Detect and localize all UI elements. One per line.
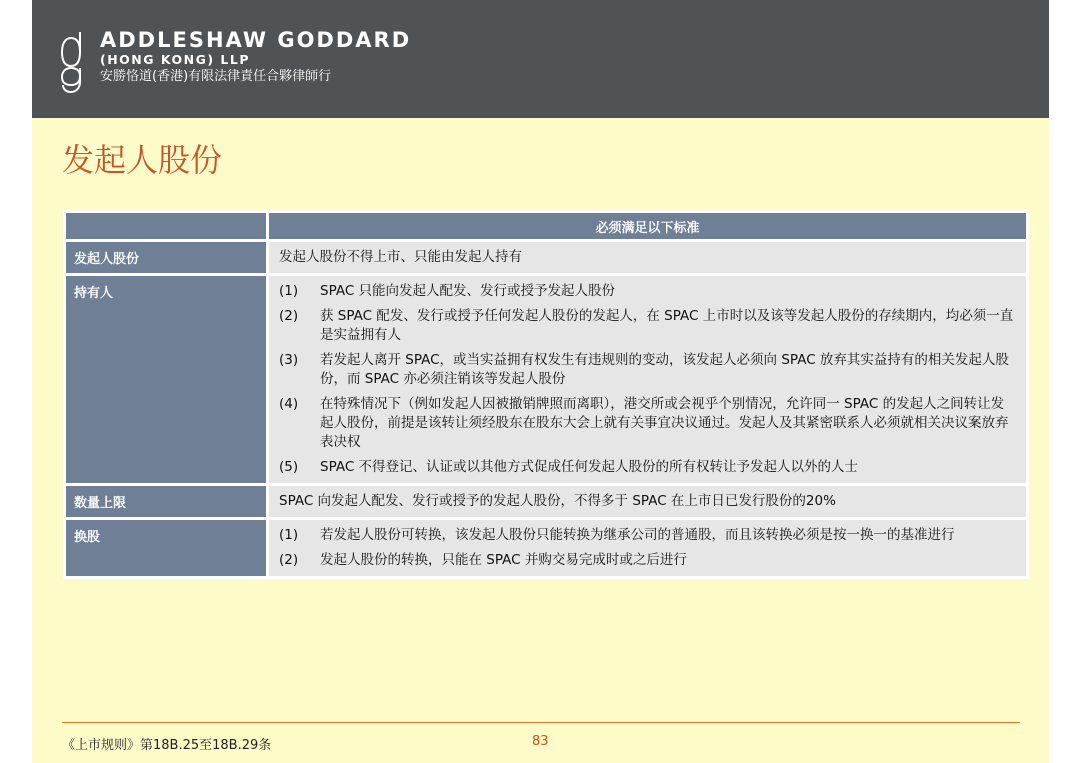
row-label: 数量上限 (65, 485, 268, 519)
item-text: 若发起人股份可转换，该发起人股份只能转换为继承公司的普通股，而且该转换必须是按一换一的基准进行 (320, 527, 955, 543)
header-band (32, 0, 1049, 118)
ag-logo-icon (58, 24, 86, 94)
criteria-list (279, 282, 1016, 477)
list-item (279, 351, 1016, 389)
list-item (279, 551, 1016, 570)
table-row (65, 519, 1028, 578)
criteria-list (279, 526, 1016, 570)
item-text: SPAC 不得登记、认证或以其他方式促成任何发起人股份的所有权转让予发起人以外的人士 (320, 459, 859, 475)
item-number: (1) (279, 527, 299, 543)
list-item (279, 458, 1016, 477)
item-number: (5) (279, 459, 299, 475)
item-text: 获 SPAC 配发、发行或授予任何发起人股份的发起人，在 SPAC 上市时以及该等发起人股份的存续期内，均必须一直是实益拥有人 (320, 308, 1014, 343)
item-number: (4) (279, 396, 299, 412)
table-header-row (65, 212, 1028, 241)
table-row (65, 485, 1028, 519)
item-text: 若发起人离开 SPAC，或当实益拥有权发生有违规则的变动，该发起人必须向 SPAC 放弃其实益持有的相关发起人股份，而 SPAC 亦必须注销该等发起人股份 (320, 352, 1009, 387)
row-list-cell (268, 275, 1028, 485)
list-item (279, 526, 1016, 545)
page-number: 83 (532, 734, 549, 749)
criteria-table (63, 210, 1029, 579)
firm-name: ADDLESHAW GODDARD (100, 28, 412, 52)
footer-reference: 《上市规则》第18B.25至18B.29条 (62, 738, 272, 753)
header-criteria-cell: 必须满足以下标准 (268, 212, 1028, 241)
row-label: 发起人股份 (65, 241, 268, 275)
list-item (279, 282, 1016, 301)
page-title: 发起人股份 (62, 141, 223, 179)
item-text: SPAC 只能向发起人配发、发行或授予发起人股份 (320, 283, 616, 299)
row-text: 发起人股份不得上市、只能由发起人持有 (268, 241, 1028, 275)
table-row (65, 275, 1028, 485)
item-text: 在特殊情况下（例如发起人因被撤销牌照而离职），港交所或会视乎个别情况，允许同一 SPAC 的发起人之间转让发起人股份，前提是该转让须经股东在股东大会上就有关事宜决议通过。发起人及其紧密联系人必须就相关决议案放弃表决权 (320, 396, 1009, 450)
footer-divider (62, 722, 1020, 723)
row-label: 持有人 (65, 275, 268, 485)
table-row (65, 241, 1028, 275)
item-number: (1) (279, 283, 299, 299)
header-blank-cell (65, 212, 268, 241)
row-list-cell (268, 519, 1028, 578)
row-label: 换股 (65, 519, 268, 578)
item-number: (2) (279, 552, 299, 568)
item-text: 发起人股份的转换，只能在 SPAC 并购交易完成时或之后进行 (320, 552, 687, 568)
row-text: SPAC 向发起人配发、发行或授予的发起人股份，不得多于 SPAC 在上市日已发行股份的20% (268, 485, 1028, 519)
list-item (279, 395, 1016, 452)
list-item (279, 307, 1016, 345)
firm-subtitle: (HONG KONG) LLP (100, 52, 251, 67)
item-number: (2) (279, 308, 299, 324)
firm-chinese-name: 安勝恪道(香港)有限法律責任合夥律師行 (100, 69, 332, 84)
slide (32, 0, 1049, 763)
item-number: (3) (279, 352, 299, 368)
